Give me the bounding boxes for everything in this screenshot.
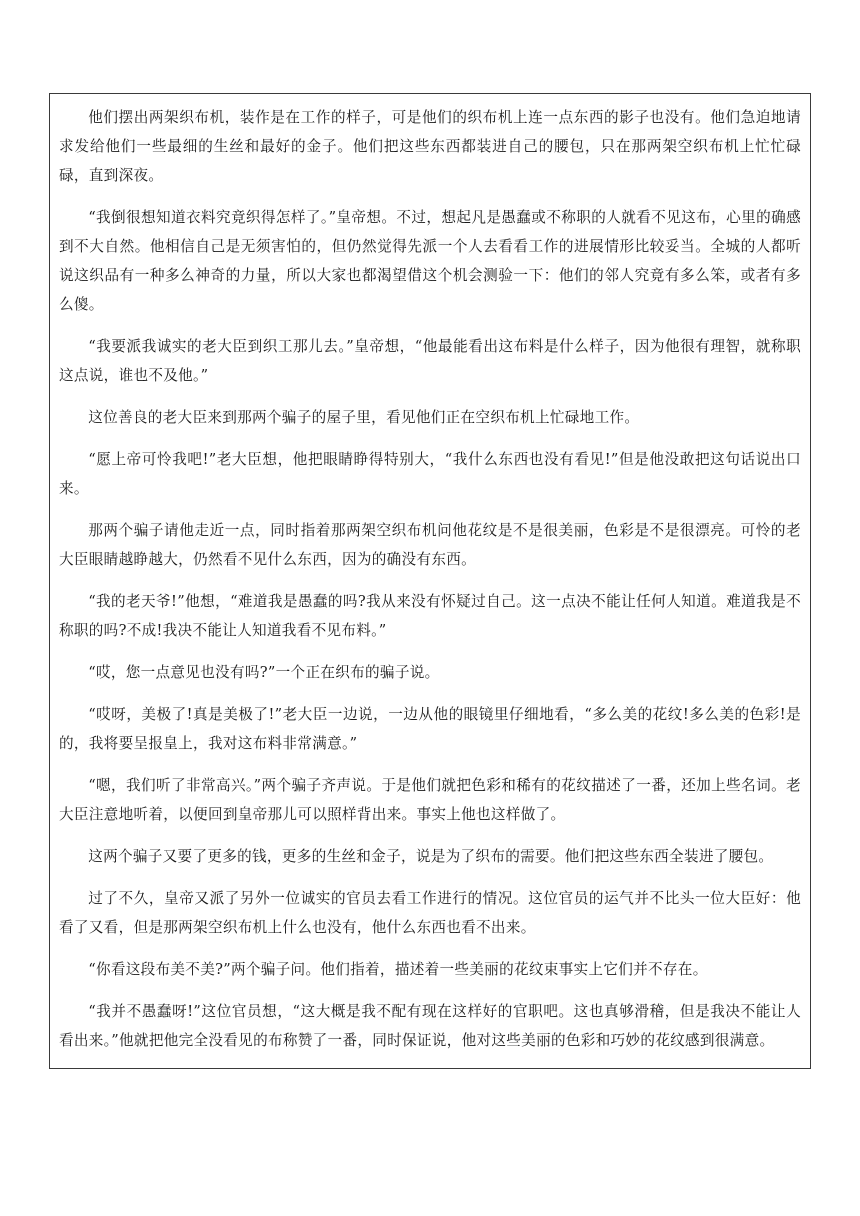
paragraph-1: 他们摆出两架织布机，装作是在工作的样子，可是他们的织布机上连一点东西的影子也没有。他们急迫地请求发给他们一些最细的生丝和最好的金子。他们把这些东西都装进自己的腰包，只在那两架空织布机上忙忙碌碌，直到深夜。 — [59, 109, 801, 184]
paragraph-6: 那两个骗子请他走近一点，同时指着那两架空织布机问他花纹是不是很美丽，色彩是不是很漂亮。可怜的老大臣眼睛越睁越大，仍然看不见什么东西，因为的确没有东西。 — [59, 522, 801, 568]
paragraph-7: “我的老天爷!”他想，“难道我是愚蠢的吗?我从来没有怀疑过自己。这一点决不能让任何人知道。难道我是不称职的吗?不成!我决不能让人知道我看不见布料。” — [59, 593, 801, 639]
paragraph-9: “哎呀，美极了!真是美极了!”老大臣一边说，一边从他的眼镜里仔细地看，“多么美的花纹!多么美的色彩!是的，我将要呈报皇上，我对这布料非常满意。” — [59, 706, 801, 752]
paragraph-2: “我倒很想知道衣料究竟织得怎样了。”皇帝想。不过，想起凡是愚蠢或不称职的人就看不见这布，心里的确感到不大自然。他相信自己是无须害怕的，但仍然觉得先派一个人去看看工作的进展情形比较妥当。全城的人都听说这织品有一种多么神奇的力量，所以大家也都渴望借这个机会测验一下：他们的邻人究竟有多么笨，或者有多么傻。 — [59, 209, 801, 313]
paragraph-10: “嗯，我们听了非常高兴。”两个骗子齐声说。于是他们就把色彩和稀有的花纹描述了一番，还加上些名词。老大臣注意地听着，以便回到皇帝那儿可以照样背出来。事实上他也这样做了。 — [59, 777, 801, 823]
paragraph-5: “愿上帝可怜我吧!”老大臣想，他把眼睛睁得特别大，“我什么东西也没有看见!”但是他没敢把这句话说出口来。 — [59, 451, 801, 497]
paragraph-11: 这两个骗子又要了更多的钱，更多的生丝和金子，说是为了织布的需要。他们把这些东西全装进了腰包。 — [88, 848, 774, 865]
paragraph-8: “哎，您一点意见也没有吗?”一个正在织布的骗子说。 — [88, 664, 440, 681]
paragraph-4: 这位善良的老大臣来到那两个骗子的屋子里，看见他们正在空织布机上忙碌地工作。 — [88, 409, 640, 426]
paragraph-14: “我并不愚蠢呀!”这位官员想，“这大概是我不配有现在这样好的官职吧。这也真够滑稽，但是我决不能让人看出来。”他就把他完全没看见的布称赞了一番，同时保证说，他对这些美丽的色彩和巧妙的花纹感到很满意。 — [59, 1003, 801, 1049]
paragraph-3: “我要派我诚实的老大臣到织工那儿去。”皇帝想，“他最能看出这布料是什么样子，因为他很有理智，就称职这点说，谁也不及他。” — [59, 338, 801, 384]
paragraph-12: 过了不久，皇帝又派了另外一位诚实的官员去看工作进行的情况。这位官员的运气并不比头一位大臣好：他看了又看，但是那两架空织布机上什么也没有，他什么东西也看不出来。 — [59, 890, 801, 936]
paragraph-13: “你看这段布美不美?”两个骗子问。他们指着，描述着一些美丽的花纹束事实上它们并不存在。 — [88, 961, 708, 978]
text-frame — [49, 93, 811, 1069]
